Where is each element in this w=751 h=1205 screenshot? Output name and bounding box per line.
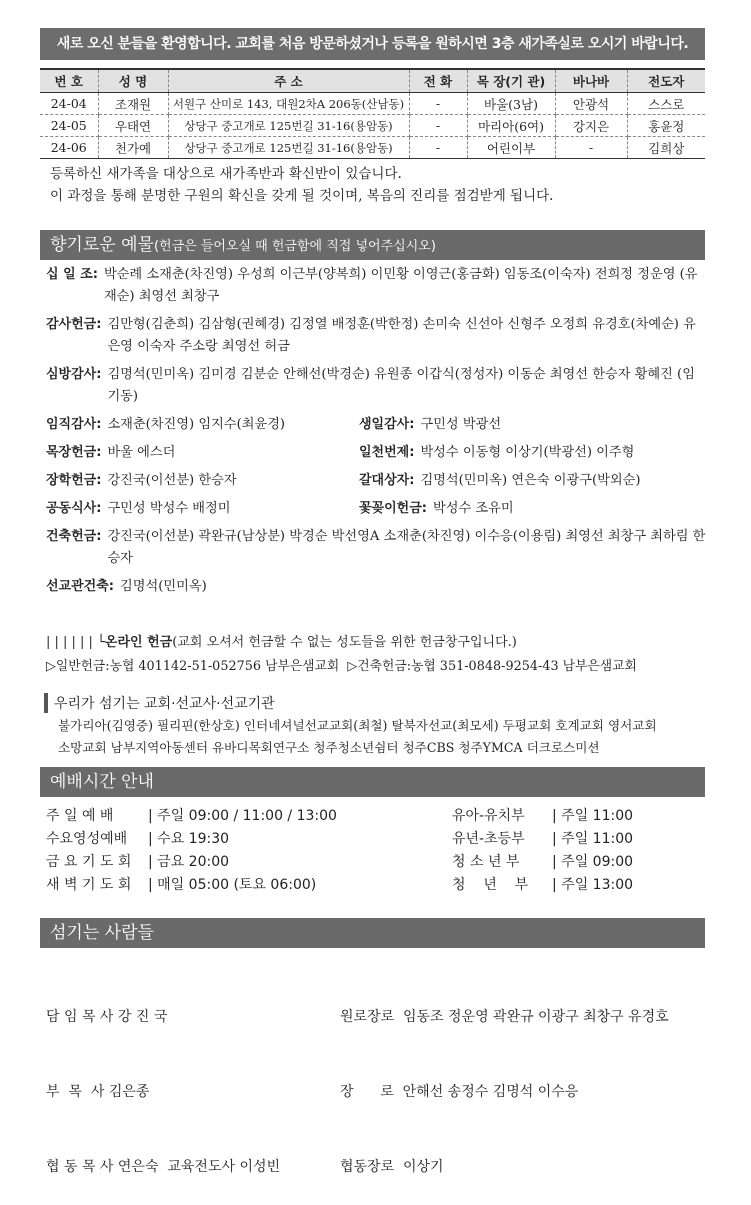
header-group: 목 장(기 관) xyxy=(467,69,555,93)
online-offering: | | | | | | └온라인 헌금(교회 오셔서 헌금할 수 없는 성도들을 위한 헌금창구입니다.) xyxy=(46,635,517,650)
header-number: 번 호 xyxy=(40,69,98,93)
staff-header xyxy=(40,918,705,948)
worship-right xyxy=(452,805,633,897)
header-phone: 전 화 xyxy=(409,69,467,93)
worship-item: 청 소 년 부 | 주일 09:00 xyxy=(452,854,634,870)
newcomer-notes: 등록하신 새가족을 대상으로 새가족반과 확신반이 있습니다. 이 과정을 통해 분명한 구원의 확신을 갖게 될 것이며, 복음의 진리를 점검받게 됩니다. xyxy=(50,166,554,204)
worship-left xyxy=(46,805,337,897)
offering-row-visit: 심방감사: 김명석(민미옥) 김미경 김분순 안해선(박경순) 유원종 이갑식(정성자) 이동순 최영선 한승자 황혜진 (임기동) xyxy=(46,367,695,404)
table-row: 24-04 조재원 서원구 산미로 143, 대원2차A 206동(산남동) - 바울(3남) 안광석 스스로 xyxy=(40,93,705,115)
online-title: 온라인 헌금 xyxy=(104,635,173,650)
offering-list xyxy=(46,264,706,604)
section-subtitle: (헌금은 들어오실 때 헌금함에 직접 넣어주십시오) xyxy=(153,239,436,254)
offering-row-tithe: 십 일 조: 박순례 소재춘(차진영) 우성희 이근부(양복희) 이민황 이영근(홍금화) 임동조(이숙자) 전희정 정운영 (유재순) 최영선 최창구 xyxy=(46,267,698,304)
offering-pair-row: 임직감사: 소재춘(차진영) 임지수(최윤경) 생일감사: 구민성 박광선 xyxy=(46,417,502,432)
worship-header xyxy=(40,767,705,797)
bank-accounts xyxy=(46,655,637,674)
offering-pair-row: 장학헌금: 강진국(이선분) 한승자 갈대상자: 김명석(민미옥) 연은숙 이광구(박외순) xyxy=(46,473,641,488)
staff-left: 담 임 목 사 강 진 국 부 목 사 김은종 협 동 목 사 연은숙 교육전도사 이성빈 xyxy=(46,1009,281,1175)
worship-item: 유년-초등부 | 주일 11:00 xyxy=(452,831,634,847)
section-title: 섬기는 사람들 xyxy=(50,923,154,943)
offering-pair-row: 공동식사: 구민성 박성수 배정미 꽃꽂이헌금: 박성수 조유미 xyxy=(46,501,514,516)
worship-item: 청 년 부 | 주일 13:00 xyxy=(452,877,634,893)
offering-row-building: 건축헌금: 강진국(이선분) 곽완규(남상분) 박경순 박선영A 소재춘(차진영) 이수응(이용림) 최영선 최창구 최하림 한승자 xyxy=(46,529,706,566)
corner-icon: └ xyxy=(97,635,105,650)
offering-row-mission: 선교관건축: 김명석(민미옥) xyxy=(46,579,207,594)
newcomer-table xyxy=(40,68,705,159)
table-row: 24-06 천가예 상당구 중고개로 125번길 31-16(용암동) - 어린이부 - 김희상 xyxy=(40,137,705,159)
header-evangelist: 전도자 xyxy=(627,69,705,93)
table-header-row xyxy=(40,69,705,93)
section-title: 향기로운 예물 xyxy=(50,235,154,255)
worship-item: 수요영성예배 | 수요 19:30 xyxy=(46,831,230,847)
serve-title: 우리가 섬기는 교회·선교사·선교기관 xyxy=(44,693,275,713)
header-name: 성 명 xyxy=(98,69,168,93)
header-barnabas: 바나바 xyxy=(555,69,627,93)
welcome-section xyxy=(40,28,705,207)
worship-item: 유아-유치부 | 주일 11:00 xyxy=(452,808,634,824)
worship-item: 금 요 기 도 회 | 금요 20:00 xyxy=(46,854,230,870)
offering-pair-row: 목장헌금: 바울 에스더 일천번제: 박성수 이동형 이상기(박광선) 이주형 xyxy=(46,445,635,460)
worship-item: 새 벽 기 도 회 | 매일 05:00 (토요 06:00) xyxy=(46,877,317,893)
building-account: ▷건축헌금:농협 351-0848-9254-43 남부은샘교회 xyxy=(347,659,637,674)
header-address: 주 소 xyxy=(168,69,409,93)
general-account: ▷일반헌금:농협 401142-51-052756 남부은샘교회 xyxy=(46,659,340,674)
serve-list: 불가리아(김영중) 필리핀(한상호) 인터네셔널선교교회(최철) 탈북자선교(최모세) 두평교회 호계교회 영서교회 소망교회 남부지역아동센터 유바디목회연구소 청주청소년쉼터 청주CBS 청주YMCA 더크로스미션 xyxy=(58,718,657,755)
offering-header xyxy=(40,230,705,260)
worship-item: 주 일 예 배 | 주일 09:00 / 11:00 / 13:00 xyxy=(46,808,337,824)
section-title: 예배시간 안내 xyxy=(50,772,154,792)
staff-right: 원로장로 임동조 정운영 곽완규 이광구 최창구 유경호 장 로 안해선 송정수 김명석 이수응 협동장로 이상기 xyxy=(340,1009,669,1175)
offering-row-thanks: 감사헌금: 김만형(김춘희) 김삼형(권혜경) 김정열 배정훈(박한정) 손미숙 신선아 신형주 오정희 유경호(차예순) 유은영 이숙자 주소랑 최영선 허금 xyxy=(46,317,696,354)
bars-icon: | | | | | | xyxy=(46,635,93,650)
welcome-banner: 새로 오신 분들을 환영합니다. 교회를 처음 방문하셨거나 등록을 원하시면 3층 새가족실로 오시기 바랍니다. xyxy=(40,28,705,60)
table-row: 24-05 우태연 상당구 중고개로 125번길 31-16(용암동) - 마리아(6여) 강지은 홍윤정 xyxy=(40,115,705,137)
